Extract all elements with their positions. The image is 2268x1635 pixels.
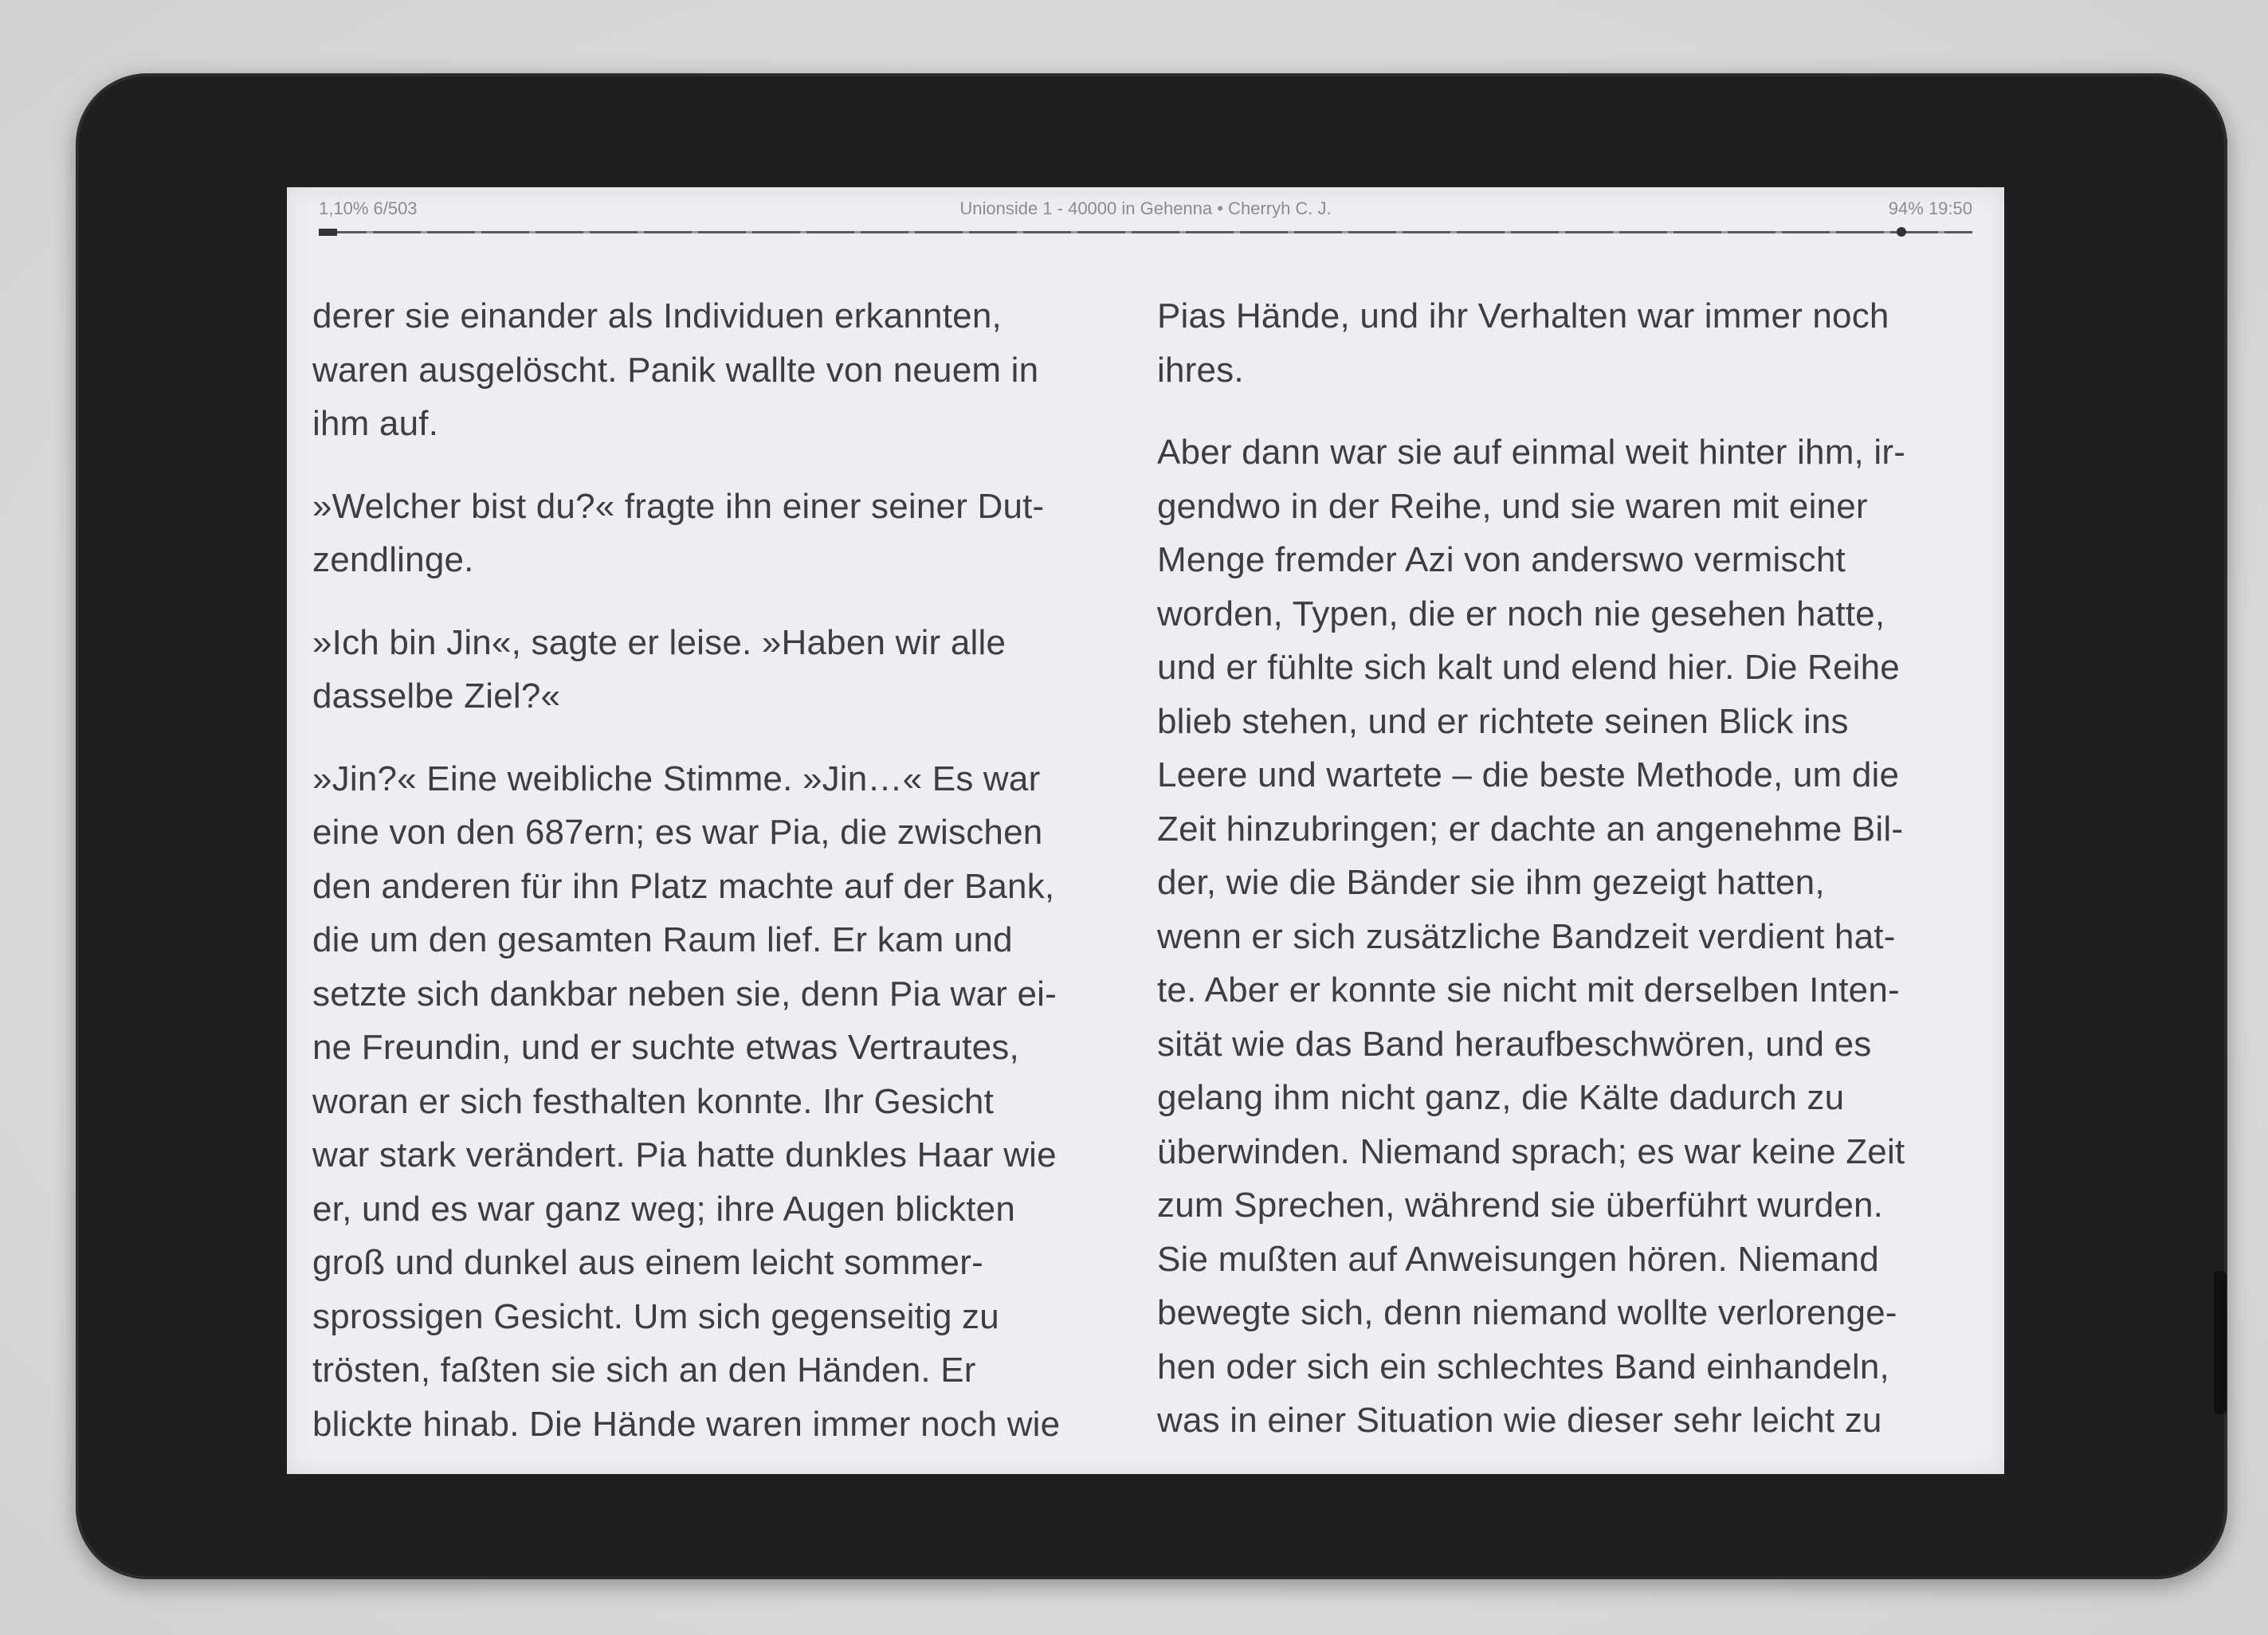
chapter-marker [1897, 227, 1906, 237]
book-title-author: Unionside 1 - 40000 in Gehenna • Cherryh C. J. [959, 198, 1332, 218]
device-side-button[interactable] [2214, 1271, 2227, 1414]
paragraph: »Welcher bist du?« fragte ihn einer seiner Dut- zendlinge. [312, 486, 1045, 579]
status-bar [319, 195, 1972, 227]
paragraph: Pias Hände, und ihr Verhalten war immer noch ihres. [1157, 296, 1889, 390]
progress-fill [319, 229, 337, 236]
paragraph: »Ich bin Jin«, sagte er leise. »Haben wir alle dasselbe Ziel?« [312, 622, 1006, 716]
battery-clock-label: 94% 19:50 [1888, 198, 1972, 218]
ereader-screen[interactable] [287, 187, 2004, 1474]
paragraph: »Jin?« Eine weibliche Stimme. »Jin…« Es war eine von den 687ern; es war Pia, die zwischen den anderen für ihn Platz machte auf der Bank, die um den gesamten Raum lief. Er kam und setzte sich dankbar neben sie, denn Pia war ei- ne Freundin, und er suchte etwas Vertrautes, woran er sich festhalten konnte. Ihr Gesicht war stark verändert. Pia hatte dunkles Haar wie er, und es war ganz weg; ihre Augen blickten groß und dunkel aus einem leicht sommer- sprossigen Gesicht. Um sich gegenseitig zu trösten, faßten sie sich an den Händen. Er blickte hinab. Die Hände waren immer noch wie [312, 759, 1061, 1444]
paragraph: Aber dann war sie auf einmal weit hinter ihm, ir- gendwo in der Reihe, und sie waren mit einer Menge fremder Azi von anderswo vermischt worden, Typen, die er noch nie gesehen hatte, und er fühlte sich kalt und elend hier. Die Reihe blieb stehen, und er richtete seinen Blick ins Leere und wartete – die beste Methode, um die Zeit hinzubringen; er dachte an angenehme Bil- der, wie die Bänder sie ihm gezeigt hatten, wenn er sich zusätzliche Bandzeit verdient hat- te. Aber er konnte sie nicht mit derselben Inten- sität wie das Band heraufbeschwören, und es gelang ihm nicht ganz, die Kälte dadurch zu überwinden. Niemand sprach; es war keine Zeit zum Sprechen, während sie überführt wurden. Sie mußten auf Anweisungen hören. Niemand bewegte sich, denn niemand wollte verlorenge- hen oder sich ein schlechtes Band einhandeln, was in einer Situation wie dieser sehr leicht zu [1157, 433, 1906, 1440]
book-progress-bar[interactable] [319, 231, 1972, 233]
text-column-left [312, 289, 1141, 1474]
paragraph: derer sie einander als Individuen erkannten, waren ausgelöscht. Panik wallte von neuem in ihm auf. [312, 296, 1039, 443]
text-column-right [1157, 289, 1986, 1474]
reading-progress-label: 1,10% 6/503 [319, 198, 418, 218]
